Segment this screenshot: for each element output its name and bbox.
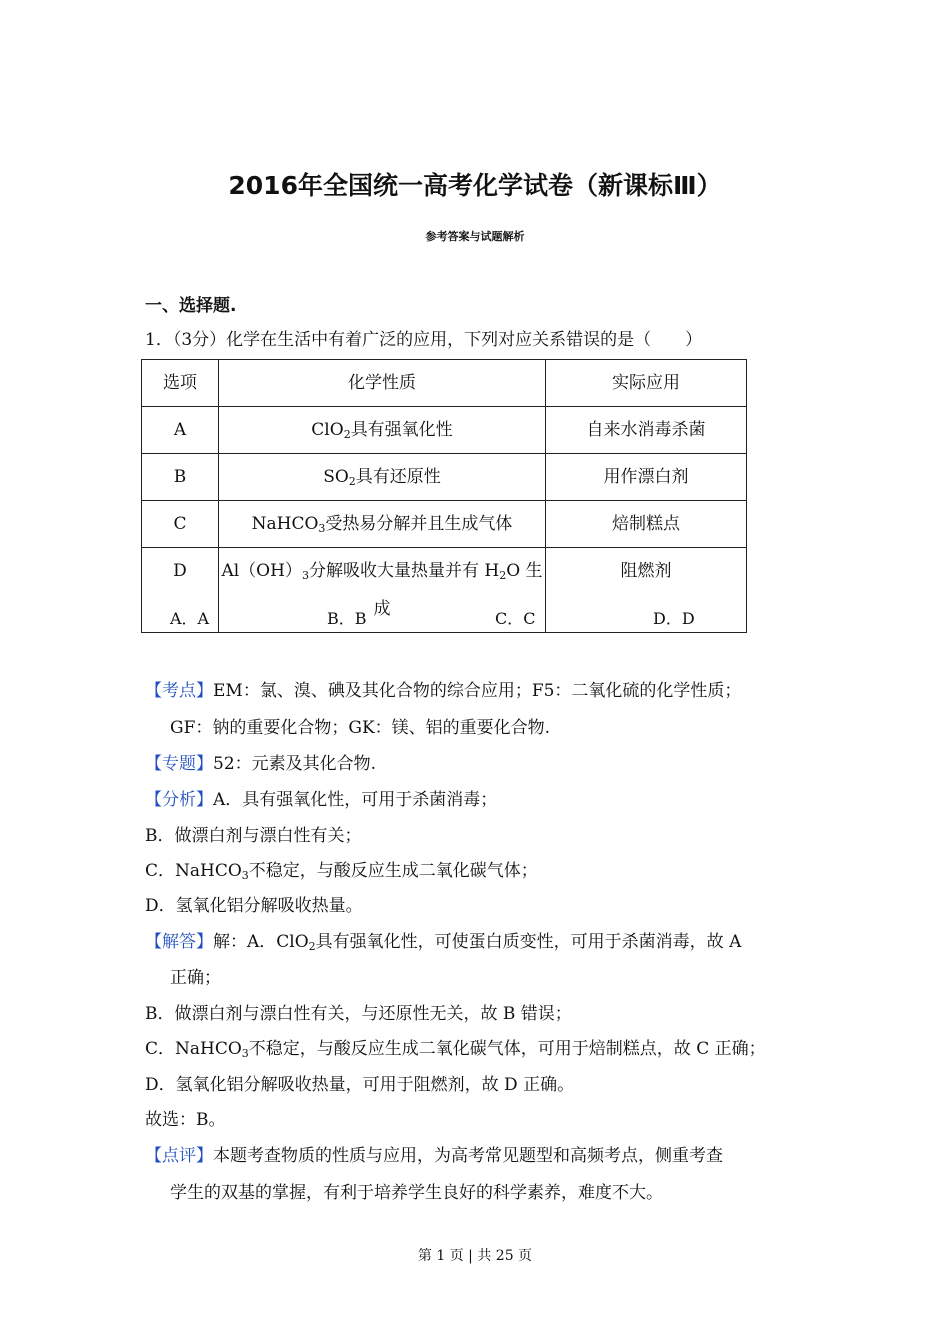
table-cell-use: 焙制糕点 xyxy=(546,501,747,548)
fenxi-b: B．做漂白剂与漂白性有关； xyxy=(145,826,362,846)
page-title: 2016年全国统一高考化学试卷（新课标Ⅲ） xyxy=(228,171,722,200)
page-footer: 第 1 页 | 共 25 页 xyxy=(417,1248,533,1264)
kaodian-line xyxy=(145,676,741,701)
formula-subscript: 2 xyxy=(343,428,351,441)
formula-subscript: 3 xyxy=(241,869,249,882)
table-cell-option: B xyxy=(142,454,219,501)
table-cell-option: C xyxy=(142,501,219,548)
jieda-c-post: 不稳定，与酸反应生成二氧化碳气体，可用于焙制糕点，故 C 正确； xyxy=(248,1039,766,1059)
table-cell-use: 用作漂白剂 xyxy=(546,454,747,501)
kaodian-line-2: GF：钠的重要化合物；GK：镁、铝的重要化合物. xyxy=(170,718,551,738)
jieda-line xyxy=(145,927,741,952)
jieda-d: D．氢氧化铝分解吸收热量，可用于阻燃剂，故 D 正确。 xyxy=(145,1075,575,1095)
property-text: O 生成 xyxy=(373,561,543,619)
table-cell-use: 阻燃剂 xyxy=(546,548,747,633)
section-heading: 一、选择题. xyxy=(145,296,237,316)
zhuanti-line xyxy=(145,749,376,774)
jieda-c-pre: C．NaHCO xyxy=(145,1039,242,1059)
dianping-line-2: 学生的双基的掌握，有利于培养学生良好的科学素养，难度不大。 xyxy=(170,1183,663,1203)
property-text: 具有还原性 xyxy=(355,467,441,487)
fenxi-text: A．具有强氧化性，可用于杀菌消毒； xyxy=(213,790,498,810)
formula-subscript: 2 xyxy=(308,940,316,953)
fenxi-c-pre: C．NaHCO xyxy=(145,861,242,881)
formula-subscript: 3 xyxy=(318,522,326,535)
table-header: 化学性质 xyxy=(219,360,546,407)
table-cell-option: A xyxy=(142,407,219,454)
fenxi-c xyxy=(145,856,538,881)
question-stem: 1．（3分）化学在生活中有着广泛的应用，下列对应关系错误的是（ ） xyxy=(145,330,703,350)
table-cell-option: D xyxy=(142,548,219,633)
dianping-text: 本题考查物质的性质与应用，为高考常见题型和高频考点，侧重考查 xyxy=(213,1146,723,1166)
jieda-post: 具有强氧化性，可使蛋白质变性，可用于杀菌消毒，故 A xyxy=(315,932,742,952)
formula-subscript: 2 xyxy=(348,475,356,488)
fenxi-c-post: 不稳定，与酸反应生成二氧化碳气体； xyxy=(248,861,538,881)
jieda-b: B．做漂白剂与漂白性有关，与还原性无关，故 B 错误； xyxy=(145,1004,572,1024)
table-row xyxy=(142,501,747,548)
property-text: 分解吸收大量热量并有 H xyxy=(308,561,500,581)
option-c: C．C xyxy=(495,609,536,628)
option-a: A．A xyxy=(170,609,210,628)
question-table xyxy=(141,359,747,633)
option-d: D．D xyxy=(653,609,695,628)
zhuanti-label: 【专题】 xyxy=(145,754,213,774)
fenxi-d: D．氢氧化铝分解吸收热量。 xyxy=(145,896,363,916)
table-header-row xyxy=(142,360,747,407)
formula-subscript: 3 xyxy=(301,569,309,582)
jieda-cont: 正确； xyxy=(170,968,221,988)
table-header: 实际应用 xyxy=(546,360,747,407)
formula-subscript: 2 xyxy=(499,569,507,582)
jieda-label: 【解答】 xyxy=(145,932,213,952)
page-subtitle: 参考答案与试题解析 xyxy=(425,230,525,243)
table-cell-property xyxy=(219,407,546,454)
property-text: 具有强氧化性 xyxy=(350,420,453,440)
dianping-label: 【点评】 xyxy=(145,1146,213,1166)
fenxi-line xyxy=(145,785,497,810)
jieda-c xyxy=(145,1034,766,1059)
dianping-line xyxy=(145,1141,723,1166)
formula-text: Al（OH） xyxy=(221,561,302,581)
table-cell-property xyxy=(219,501,546,548)
fenxi-label: 【分析】 xyxy=(145,790,213,810)
formula-subscript: 3 xyxy=(241,1047,249,1060)
kaodian-label: 【考点】 xyxy=(145,681,213,701)
answer-line: 故选：B。 xyxy=(145,1110,226,1130)
formula-text: NaHCO xyxy=(251,514,319,534)
table-header: 选项 xyxy=(142,360,219,407)
property-text: 受热易分解并且生成气体 xyxy=(325,514,513,534)
table-row xyxy=(142,407,747,454)
table-row xyxy=(142,454,747,501)
table-cell-property xyxy=(219,454,546,501)
formula-text: SO xyxy=(323,467,349,487)
formula-text: ClO xyxy=(311,420,344,440)
jieda-pre: 解：A．ClO xyxy=(213,932,309,952)
zhuanti-text: 52：元素及其化合物. xyxy=(213,754,377,774)
table-cell-use: 自来水消毒杀菌 xyxy=(546,407,747,454)
option-b: B．B xyxy=(327,609,367,628)
kaodian-text: EM：氯、溴、碘及其化合物的综合应用；F5：二氧化硫的化学性质； xyxy=(213,681,742,701)
